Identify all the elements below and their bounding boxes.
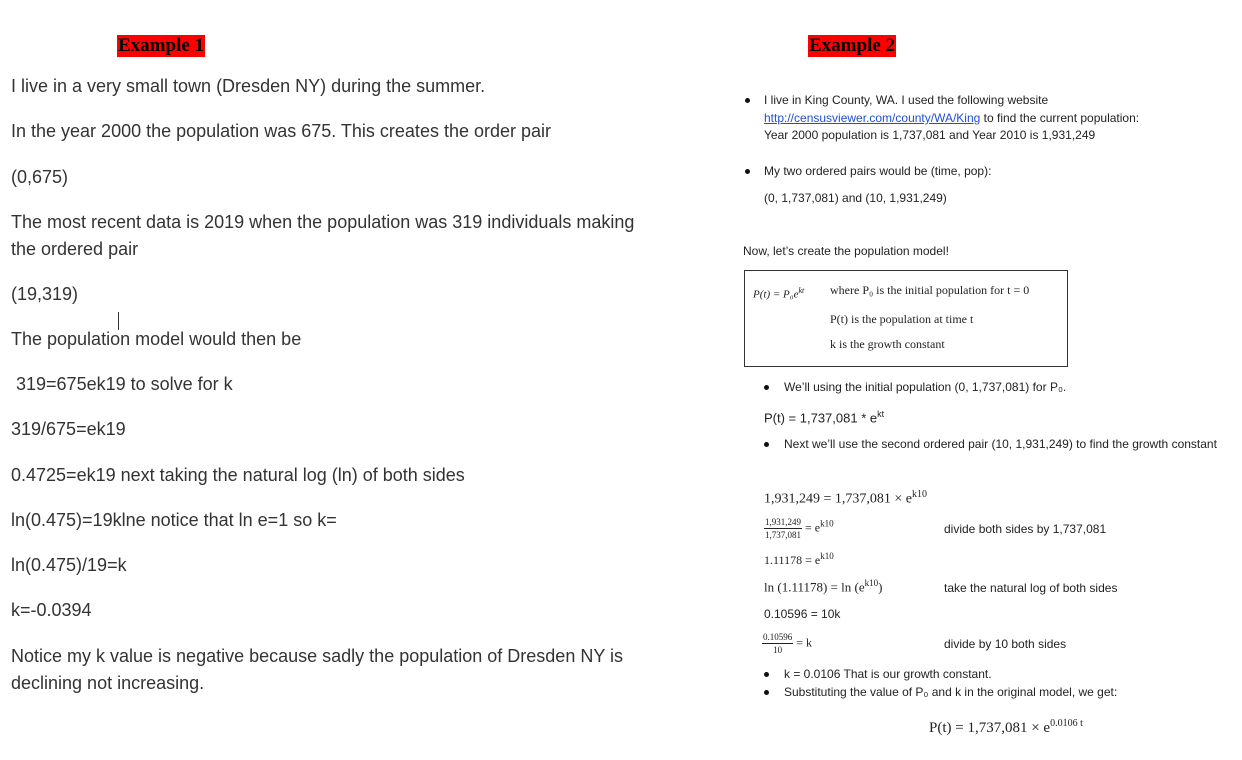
ex2-bullet2-line2: (0, 1,737,081) and (10, 1,931,249) — [764, 191, 947, 205]
ex2-bullet4: Next we’ll use the second ordered pair (10, 1,931,249) to find the growth constant — [784, 437, 1217, 451]
ex2-bullet6: Substituting the value of P₀ and k in the original model, we get: — [784, 685, 1118, 699]
ex1-line: I live in a very small town (Dresden NY) during the summer. — [11, 76, 486, 96]
where-line-2: P(t) is the population at time t — [830, 312, 974, 326]
eq3: $1.11178 = e^{k10}$ — [764, 551, 834, 567]
bullet-dot — [764, 385, 769, 390]
note-divide-10: divide by 10 both sides — [944, 637, 1067, 651]
model-box — [744, 270, 1068, 367]
eq2: $\frac{1,931,249}{1,737,081}$ = $e^{k10}$ — [765, 517, 834, 540]
ex1-line: In the year 2000 the population was 675. This creates the order pair — [11, 121, 552, 141]
fraction-1: $\frac{1,931,249}{1,737,081}$ — [765, 517, 801, 540]
bullet-dot — [764, 442, 769, 447]
ex1-line: ln(0.475)=19klne notice that ln e=1 so k= — [11, 510, 337, 530]
ex1-line: 319/675=ek19 — [11, 419, 126, 439]
ex1-line: (19,319) — [11, 284, 79, 304]
ex1-line: 0.4725=ek19 next taking the natural log (ln) of both sides — [11, 465, 465, 485]
note-log: take the natural log of both sides — [944, 581, 1118, 595]
where-line-3: k is the growth constant — [830, 337, 945, 351]
ex2-bullet2-line1: My two ordered pairs would be (time, pop): — [764, 164, 992, 178]
note-divide: divide both sides by 1,737,081 — [944, 522, 1107, 536]
ex2-bullet5: k = 0.0106 That is our growth constant. — [784, 667, 992, 681]
example1-title: Example 1 — [118, 35, 205, 56]
ex2-bullet3: We’ll using the initial population (0, 1,737,081) for P₀. — [784, 380, 1067, 394]
ex1-line: declining not increasing. — [11, 673, 205, 693]
fraction-2: $\frac{0.10596}{10}$ — [763, 632, 793, 655]
ex1-line: ln(0.475)/19=k — [11, 555, 127, 575]
eq5: 0.10596 = 10k — [764, 607, 841, 621]
model-formula: $P(t) = P_0e^{kt}$ — [753, 286, 805, 301]
example2-title: Example 2 — [809, 35, 896, 56]
ex1-line: The most recent data is 2019 when the population was 319 individuals making — [11, 212, 635, 232]
ex2-link-suffix: to find the current population: — [980, 111, 1140, 125]
eq4: $\ln (1.11178) = \ln (e^{k10})$ — [764, 578, 883, 595]
ex2-bullet1-line2 — [764, 110, 1139, 127]
ex1-line: the ordered pair — [11, 239, 139, 259]
census-link[interactable]: http://censusviewer.com/county/WA/King — [764, 111, 981, 125]
final-model: $P(t) = 1,737,081 \times e^{0.0106 t}$ — [929, 718, 1083, 736]
bullet-dot — [764, 690, 769, 695]
ex2-bullet1-line3: Year 2000 population is 1,737,081 and Year 2010 is 1,931,249 — [764, 128, 1096, 142]
bullet-dot — [745, 169, 750, 174]
where-line-1: where P₀ is the initial population for t = 0 — [830, 283, 1030, 297]
ex1-line: The population model would then be — [11, 329, 302, 349]
eq1: $1,931,249 = 1,737,081 \times e^{k10}$ — [764, 489, 928, 507]
ex1-line: 319=675ek19 to solve for k — [16, 374, 233, 394]
eq6: $\frac{0.10596}{10}$ = k — [763, 632, 813, 655]
ex2-model-intro: Now, let’s create the population model! — [743, 244, 949, 258]
ex1-line: Notice my k value is negative because sadly the population of Dresden NY is — [11, 646, 624, 666]
bullet-dot — [745, 98, 750, 103]
ex1-line: (0,675) — [11, 167, 69, 187]
ex2-bullet1-line1: I live in King County, WA. I used the following website — [764, 93, 1049, 107]
ex1-line: k=-0.0394 — [11, 600, 92, 620]
bullet-dot — [764, 672, 769, 677]
ex2-pt-line: $P(t) = 1,737,081 * e^{kt}$ — [764, 409, 885, 426]
